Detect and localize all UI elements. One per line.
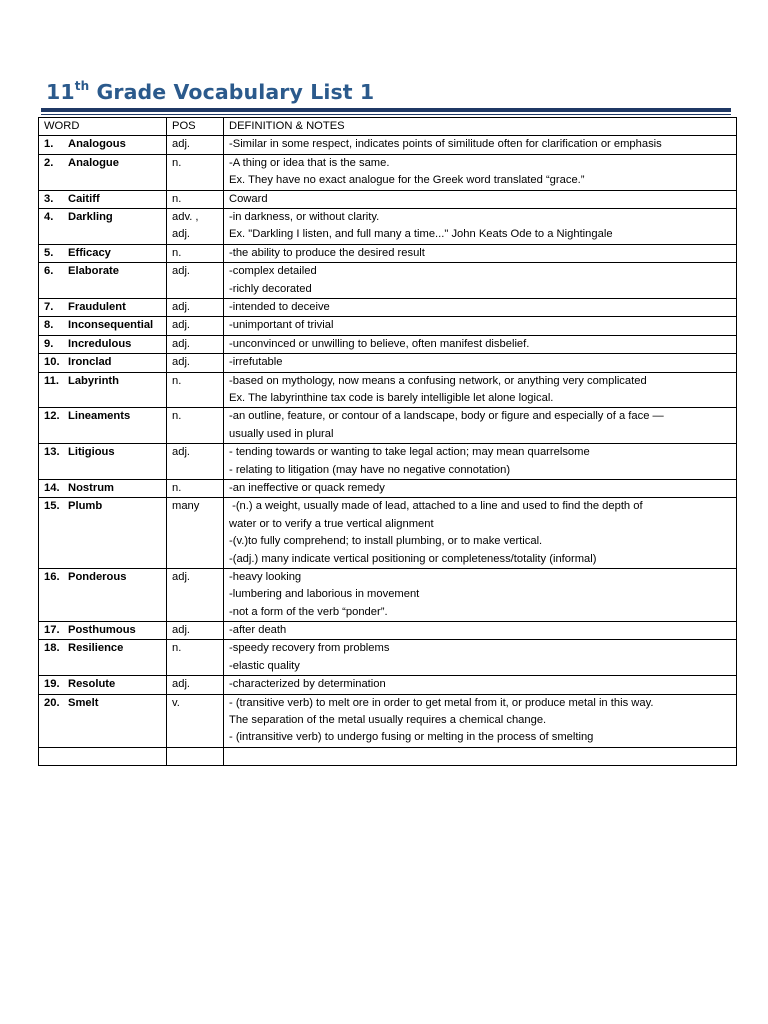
definition-line: water or to verify a true vertical alignment bbox=[229, 517, 434, 530]
vocab-word: Analogous bbox=[68, 138, 126, 151]
vocab-word: Ironclad bbox=[68, 356, 112, 369]
word-number: 17. bbox=[44, 624, 60, 637]
pos-cell bbox=[167, 298, 224, 316]
part-of-speech: adj. bbox=[172, 570, 191, 583]
definition-cell bbox=[224, 622, 737, 640]
part-of-speech: adj. bbox=[172, 319, 191, 332]
word-number: 10. bbox=[44, 356, 60, 369]
word-number: 20. bbox=[44, 696, 60, 709]
empty-word-cell bbox=[39, 747, 167, 765]
word-cell bbox=[39, 568, 167, 621]
definition-line: -(n.) a weight, usually made of lead, attached to a line and used to find the depth of bbox=[229, 500, 643, 513]
word-number: 13. bbox=[44, 446, 60, 459]
definition-line: -in darkness, or without clarity. bbox=[229, 211, 380, 223]
definition-line: -unconvinced or unwilling to believe, often manifest disbelief. bbox=[229, 337, 530, 350]
vocab-word: Litigious bbox=[68, 446, 115, 459]
word-cell bbox=[39, 136, 167, 154]
table-row bbox=[39, 694, 737, 747]
part-of-speech: n. bbox=[172, 374, 182, 387]
page-title bbox=[46, 80, 374, 104]
definition-line: Coward bbox=[229, 192, 268, 205]
pos-cell bbox=[167, 354, 224, 372]
part-of-speech: adj. bbox=[172, 228, 191, 241]
word-cell bbox=[39, 444, 167, 480]
definition-line: -not a form of the verb “ponder”. bbox=[229, 605, 388, 618]
table-row bbox=[39, 372, 737, 408]
word-number: 9. bbox=[44, 337, 54, 350]
word-cell bbox=[39, 372, 167, 408]
vocab-word: Resolute bbox=[68, 678, 116, 691]
definition-line: The separation of the metal usually requires a chemical change. bbox=[229, 714, 547, 727]
definition-line: -unimportant of trivial bbox=[229, 319, 334, 332]
definition-cell bbox=[224, 263, 737, 299]
definition-line: -(adj.) many indicate vertical positioning or completeness/totality (informal) bbox=[229, 552, 597, 565]
vocab-word: Fraudulent bbox=[68, 300, 126, 313]
title-ordinal-suffix: th bbox=[74, 79, 90, 94]
table-row bbox=[39, 568, 737, 621]
header-definition: DEFINITION & NOTES bbox=[224, 118, 737, 136]
definition-cell bbox=[224, 640, 737, 676]
word-cell bbox=[39, 190, 167, 208]
table-row bbox=[39, 298, 737, 316]
pos-cell bbox=[167, 568, 224, 621]
part-of-speech: adj. bbox=[172, 356, 191, 369]
definition-line: -after death bbox=[229, 624, 287, 637]
definition-cell bbox=[224, 244, 737, 262]
word-cell bbox=[39, 263, 167, 299]
title-divider-thin bbox=[41, 114, 731, 115]
vocab-word: Darkling bbox=[68, 211, 113, 223]
vocab-word: Plumb bbox=[68, 500, 103, 513]
part-of-speech: adj. bbox=[172, 138, 191, 151]
table-row bbox=[39, 335, 737, 353]
word-number: 14. bbox=[44, 481, 60, 494]
part-of-speech: n. bbox=[172, 156, 182, 169]
word-number: 1. bbox=[44, 138, 54, 151]
definition-cell bbox=[224, 694, 737, 747]
definition-cell bbox=[224, 444, 737, 480]
part-of-speech: n. bbox=[172, 410, 182, 423]
pos-cell bbox=[167, 694, 224, 747]
word-number: 3. bbox=[44, 192, 54, 205]
definition-line: -A thing or idea that is the same. bbox=[229, 156, 390, 169]
part-of-speech: adj. bbox=[172, 337, 191, 350]
table-row bbox=[39, 640, 737, 676]
definition-cell bbox=[224, 190, 737, 208]
part-of-speech: adj. bbox=[172, 624, 191, 637]
word-cell bbox=[39, 622, 167, 640]
vocab-word: Efficacy bbox=[68, 246, 111, 259]
word-cell bbox=[39, 676, 167, 694]
table-row bbox=[39, 154, 737, 190]
table-row bbox=[39, 190, 737, 208]
pos-cell bbox=[167, 209, 224, 245]
vocab-word: Incredulous bbox=[68, 337, 132, 350]
vocab-word: Nostrum bbox=[68, 481, 114, 494]
word-number: 12. bbox=[44, 410, 60, 423]
definition-line: - (transitive verb) to melt ore in order to get metal from it, or produce metal in this way. bbox=[229, 696, 654, 709]
table-header-row bbox=[39, 118, 737, 136]
definition-line: usually used in plural bbox=[229, 427, 334, 440]
pos-cell bbox=[167, 136, 224, 154]
pos-cell bbox=[167, 408, 224, 444]
definition-line: -speedy recovery from problems bbox=[229, 642, 390, 655]
definition-line: -irrefutable bbox=[229, 356, 283, 369]
part-of-speech: adj. bbox=[172, 446, 191, 459]
part-of-speech: adj. bbox=[172, 678, 191, 691]
pos-cell bbox=[167, 372, 224, 408]
word-number: 16. bbox=[44, 570, 60, 583]
definition-cell bbox=[224, 676, 737, 694]
definition-line: -lumbering and laborious in movement bbox=[229, 588, 420, 601]
definition-line: Ex. They have no exact analogue for the Greek word translated “grace.” bbox=[229, 174, 585, 187]
vocab-word: Resilience bbox=[68, 642, 124, 655]
definition-line: -based on mythology, now means a confusing network, or anything very complicated bbox=[229, 374, 647, 387]
pos-cell bbox=[167, 263, 224, 299]
title-divider-thick bbox=[41, 108, 731, 112]
word-number: 19. bbox=[44, 678, 60, 691]
table-row bbox=[39, 622, 737, 640]
word-number: 2. bbox=[44, 156, 54, 169]
pos-cell bbox=[167, 244, 224, 262]
definition-line: -Similar in some respect, indicates points of similitude often for clarification or emphasis bbox=[229, 138, 662, 151]
definition-line: - tending towards or wanting to take legal action; may mean quarrelsome bbox=[229, 446, 590, 459]
definition-cell bbox=[224, 408, 737, 444]
definition-line: -characterized by determination bbox=[229, 678, 386, 691]
part-of-speech: many bbox=[172, 500, 200, 513]
table-body bbox=[39, 136, 737, 766]
definition-cell bbox=[224, 154, 737, 190]
definition-line: -richly decorated bbox=[229, 282, 312, 295]
word-cell bbox=[39, 244, 167, 262]
vocab-word: Analogue bbox=[68, 156, 119, 169]
vocab-word: Elaborate bbox=[68, 265, 119, 278]
word-cell bbox=[39, 354, 167, 372]
header-pos: POS bbox=[167, 118, 224, 136]
word-number: 15. bbox=[44, 500, 60, 513]
pos-cell bbox=[167, 444, 224, 480]
word-number: 6. bbox=[44, 265, 54, 278]
vocab-word: Lineaments bbox=[68, 410, 131, 423]
table-row bbox=[39, 408, 737, 444]
definition-line: - relating to litigation (may have no negative connotation) bbox=[229, 463, 511, 476]
definition-cell bbox=[224, 372, 737, 408]
definition-cell bbox=[224, 479, 737, 497]
word-number: 4. bbox=[44, 211, 54, 223]
empty-table-row bbox=[39, 747, 737, 765]
word-cell bbox=[39, 694, 167, 747]
definition-line: -(v.)to fully comprehend; to install plumbing, or to make vertical. bbox=[229, 535, 543, 548]
definition-line: -intended to deceive bbox=[229, 300, 330, 313]
vocab-word: Caitiff bbox=[68, 192, 100, 205]
part-of-speech: adj. bbox=[172, 265, 191, 278]
title-text: Grade Vocabulary List 1 bbox=[89, 80, 375, 104]
pos-cell bbox=[167, 640, 224, 676]
word-cell bbox=[39, 317, 167, 335]
definition-line: -complex detailed bbox=[229, 265, 317, 278]
table-row bbox=[39, 354, 737, 372]
vocab-word: Inconsequential bbox=[68, 319, 154, 332]
word-number: 18. bbox=[44, 642, 60, 655]
vocab-word: Smelt bbox=[68, 696, 99, 709]
definition-cell bbox=[224, 298, 737, 316]
vocab-word: Posthumous bbox=[68, 624, 136, 637]
table-row bbox=[39, 209, 737, 245]
title-grade-number: 11 bbox=[46, 80, 75, 104]
word-cell bbox=[39, 640, 167, 676]
word-cell bbox=[39, 408, 167, 444]
pos-cell bbox=[167, 498, 224, 569]
pos-cell bbox=[167, 479, 224, 497]
part-of-speech: n. bbox=[172, 192, 182, 205]
table-row bbox=[39, 136, 737, 154]
definition-cell bbox=[224, 136, 737, 154]
word-cell bbox=[39, 498, 167, 569]
pos-cell bbox=[167, 190, 224, 208]
definition-line: Ex. "Darkling I listen, and full many a time..." John Keats Ode to a Nightingale bbox=[229, 228, 613, 241]
table-row bbox=[39, 444, 737, 480]
word-cell bbox=[39, 479, 167, 497]
vocabulary-table bbox=[38, 117, 737, 766]
word-cell bbox=[39, 298, 167, 316]
definition-line: - (intransitive verb) to undergo fusing or melting in the process of smelting bbox=[229, 731, 594, 744]
definition-line: -the ability to produce the desired result bbox=[229, 246, 425, 259]
word-number: 5. bbox=[44, 246, 54, 259]
word-cell bbox=[39, 209, 167, 245]
definition-line: -an outline, feature, or contour of a landscape, body or figure and especially of a face — bbox=[229, 410, 664, 423]
part-of-speech: adv. , bbox=[172, 211, 199, 223]
pos-cell bbox=[167, 154, 224, 190]
word-number: 8. bbox=[44, 319, 54, 332]
part-of-speech: n. bbox=[172, 246, 182, 259]
word-cell bbox=[39, 154, 167, 190]
table-row bbox=[39, 498, 737, 569]
definition-line: -elastic quality bbox=[229, 659, 300, 672]
part-of-speech: v. bbox=[172, 696, 180, 709]
empty-definition-cell bbox=[224, 747, 737, 765]
definition-line: Ex. The labyrinthine tax code is barely intelligible let alone logical. bbox=[229, 391, 554, 404]
definition-cell bbox=[224, 568, 737, 621]
word-number: 7. bbox=[44, 300, 54, 313]
pos-cell bbox=[167, 317, 224, 335]
definition-cell bbox=[224, 209, 737, 245]
definition-cell bbox=[224, 317, 737, 335]
empty-pos-cell bbox=[167, 747, 224, 765]
definition-line: -an ineffective or quack remedy bbox=[229, 481, 385, 494]
definition-line: -heavy looking bbox=[229, 570, 302, 583]
word-number: 11. bbox=[44, 374, 59, 387]
table-row bbox=[39, 479, 737, 497]
pos-cell bbox=[167, 622, 224, 640]
definition-cell bbox=[224, 498, 737, 569]
part-of-speech: n. bbox=[172, 481, 182, 494]
definition-cell bbox=[224, 335, 737, 353]
table-row bbox=[39, 317, 737, 335]
table-row bbox=[39, 263, 737, 299]
table-row bbox=[39, 676, 737, 694]
vocab-word: Labyrinth bbox=[68, 374, 119, 387]
word-cell bbox=[39, 335, 167, 353]
part-of-speech: adj. bbox=[172, 300, 191, 313]
header-word: WORD bbox=[39, 118, 167, 136]
vocab-word: Ponderous bbox=[68, 570, 127, 583]
pos-cell bbox=[167, 676, 224, 694]
part-of-speech: n. bbox=[172, 642, 182, 655]
pos-cell bbox=[167, 335, 224, 353]
table-row bbox=[39, 244, 737, 262]
definition-cell bbox=[224, 354, 737, 372]
